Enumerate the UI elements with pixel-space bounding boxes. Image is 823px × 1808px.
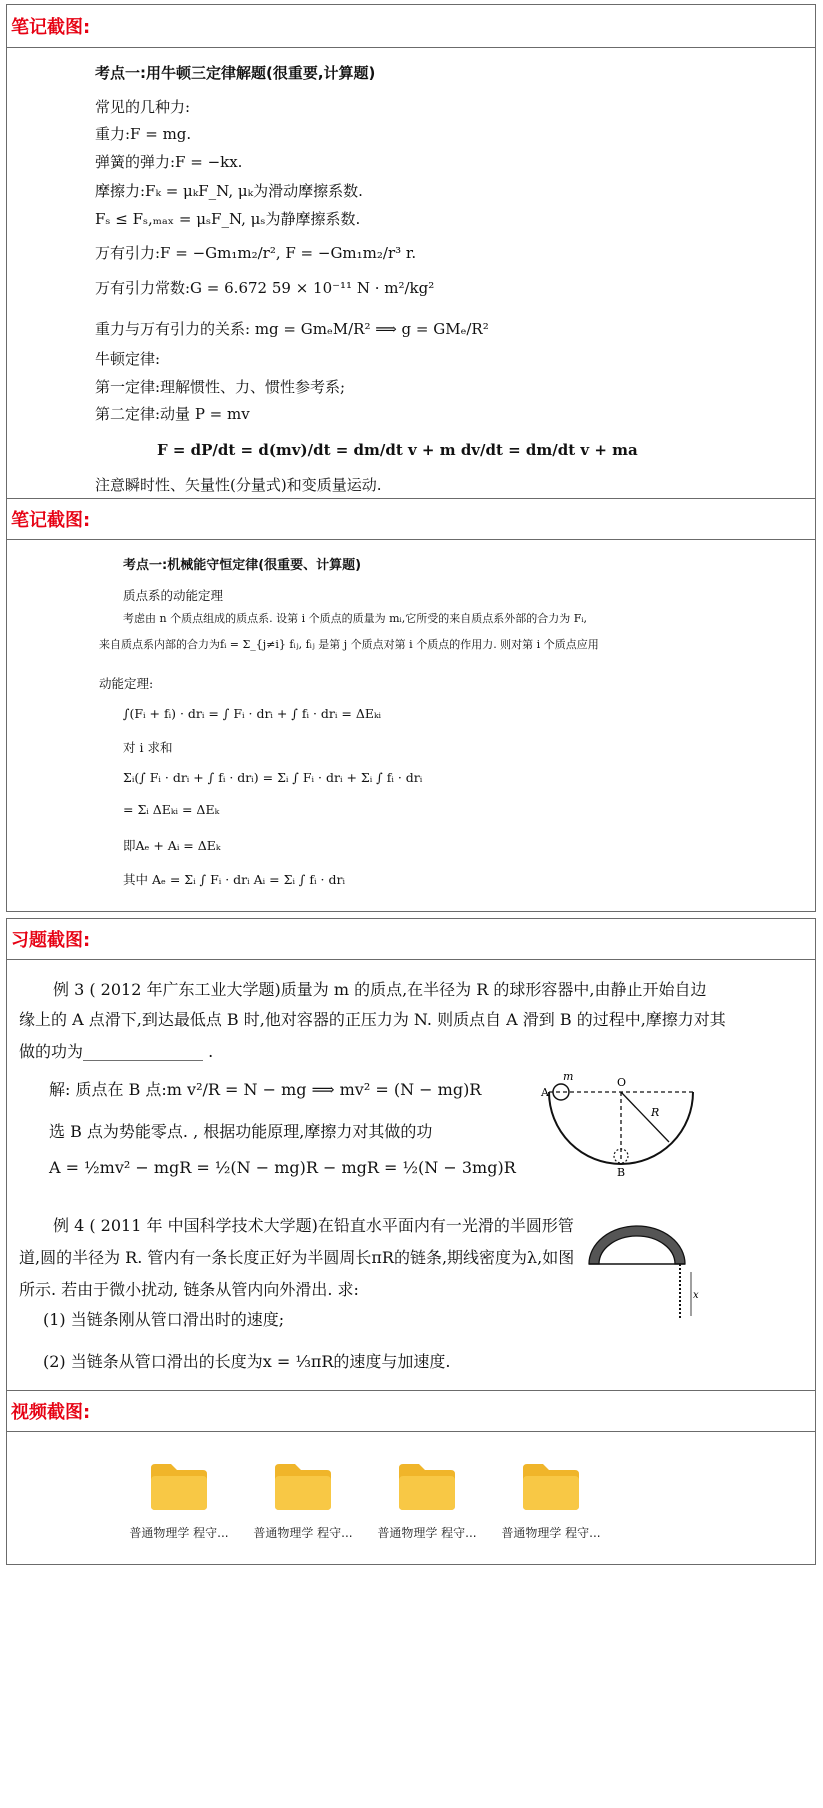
ex4-line: 例 4 ( 2011 年 中国科学技术大学题)在铅直水平面内有一光滑的半圆形管 xyxy=(53,1216,574,1235)
note1-line: 重力:F = mg. xyxy=(95,125,192,143)
note2-line: Σᵢ(∫ Fᵢ · drᵢ + ∫ fᵢ · drᵢ) = Σᵢ ∫ Fᵢ · drᵢ + Σᵢ ∫ fᵢ · drᵢ xyxy=(123,770,423,785)
ex4-question: (2) 当链条从管口滑出的长度为x = ⅓πR的速度与加速度. xyxy=(43,1352,451,1371)
note1-line: F = dP/dt = d(mv)/dt = dm/dt v + m dv/dt = dm/dt v + ma xyxy=(157,441,638,459)
note2-line: 来自质点系内部的合力为fᵢ = Σ_{j≠i} fᵢⱼ, fᵢⱼ 是第 j 个质点对第 i 个质点的作用力. 则对第 i 个质点应用 xyxy=(99,638,599,651)
fig1-label: O xyxy=(617,1076,627,1089)
note1-line: 第一定律:理解惯性、力、惯性参考系; xyxy=(95,378,346,396)
folder-label: 普通物理学 程守... xyxy=(501,1526,601,1540)
note1-title: 考点一:用牛顿三定律解题(很重要,计算题) xyxy=(95,64,376,82)
note2-line: 即Aₑ + Aᵢ = ΔEₖ xyxy=(123,838,221,853)
note1-line: 摩擦力:Fₖ = μₖF_N, μₖ为滑动摩擦系数. xyxy=(95,182,363,200)
note1-line: 弹簧的弹力:F = −kx. xyxy=(95,153,243,171)
video-section-header xyxy=(6,1390,816,1432)
notes-header-label: 笔记截图: xyxy=(11,510,91,531)
note1-line: 万有引力:F = −Gm₁m₂/r², F = −Gm₁m₂/r³ r. xyxy=(95,244,417,262)
folder-label: 普通物理学 程守... xyxy=(253,1526,353,1540)
note1-line: 牛顿定律: xyxy=(95,350,161,368)
ex3-line: 缘上的 A 点滑下,到达最低点 B 时,他对容器的正压力为 N. 则质点自 A 滑到 B 的过程中,摩擦力对其 xyxy=(19,1010,726,1029)
semicircle-tube-figure xyxy=(581,1222,701,1322)
fig2-label: x xyxy=(693,1290,699,1301)
ex4-question: (1) 当链条刚从管口滑出时的速度; xyxy=(43,1310,285,1329)
note2-title: 考点一:机械能守恒定律(很重要、计算题) xyxy=(123,558,362,573)
solution-line: 解: 质点在 B 点:m v²/R = N − mg ⟹ mv² = (N − mg)R xyxy=(49,1080,482,1099)
ex4-line: 道,圆的半径为 R. 管内有一条长度正好为半圆周长πR的链条,期线密度为λ,如图 xyxy=(19,1248,575,1267)
ex3-line: 做的功为_______________ . xyxy=(19,1042,214,1061)
video-panel xyxy=(6,1431,816,1565)
sphere-container-figure xyxy=(539,1070,699,1180)
note1-line: 第二定律:动量 P = mv xyxy=(95,405,250,423)
folder-label: 普通物理学 程守... xyxy=(129,1526,229,1540)
note2-line: 对 i 求和 xyxy=(123,740,173,755)
exercise-section-header xyxy=(6,918,816,960)
notes-panel-2 xyxy=(6,539,816,912)
exercise-header-label: 习题截图: xyxy=(11,930,91,951)
notes-header-label: 笔记截图: xyxy=(11,17,91,38)
notes-section-header-1 xyxy=(6,4,816,48)
note2-line: = Σᵢ ΔEₖᵢ = ΔEₖ xyxy=(123,802,220,817)
note2-line: 其中 Aₑ = Σᵢ ∫ Fᵢ · drᵢ Aᵢ = Σᵢ ∫ fᵢ · drᵢ xyxy=(123,872,345,887)
note1-line: 万有引力常数:G = 6.672 59 × 10⁻¹¹ N · m²/kg² xyxy=(95,279,435,297)
note2-line: 质点系的动能定理 xyxy=(123,588,224,603)
folder-icon[interactable] xyxy=(395,1458,459,1512)
note2-line: ∫(Fᵢ + fᵢ) · drᵢ = ∫ Fᵢ · drᵢ + ∫ fᵢ · drᵢ = ΔEₖᵢ xyxy=(123,706,382,721)
note1-line: Fₛ ≤ Fₛ,ₘₐₓ = μₛF_N, μₛ为静摩擦系数. xyxy=(95,210,361,228)
note1-line: 注意瞬时性、矢量性(分量式)和变质量运动. xyxy=(95,476,382,494)
exercise-panel xyxy=(6,959,816,1391)
notes-panel-1 xyxy=(6,47,816,499)
solution-line: A = ½mv² − mgR = ½(N − mg)R − mgR = ½(N − 3mg)R xyxy=(49,1158,516,1177)
folder-icon[interactable] xyxy=(271,1458,335,1512)
ex4-line: 所示. 若由于微小扰动, 链条从管内向外滑出. 求: xyxy=(19,1280,359,1299)
fig1-label: m xyxy=(563,1070,574,1083)
note2-line: 考虑由 n 个质点组成的质点系. 设第 i 个质点的质量为 mᵢ,它所受的来自质点系外部的合力为 Fᵢ, xyxy=(123,612,588,625)
fig1-label: B xyxy=(617,1166,626,1179)
folder-icon[interactable] xyxy=(147,1458,211,1512)
folder-icon[interactable] xyxy=(519,1458,583,1512)
note1-line: 常见的几种力: xyxy=(95,98,191,116)
note2-line: 动能定理: xyxy=(99,676,154,691)
fig1-label: R xyxy=(651,1106,660,1119)
fig1-label: A xyxy=(541,1086,549,1099)
video-header-label: 视频截图: xyxy=(11,1402,91,1423)
ex3-line: 例 3 ( 2012 年广东工业大学题)质量为 m 的质点,在半径为 R 的球形容器中,由静止开始自边 xyxy=(53,980,707,999)
note1-line: 重力与万有引力的关系: mg = GmₑM/R² ⟹ g = GMₑ/R² xyxy=(95,320,489,338)
solution-line: 选 B 点为势能零点. , 根据功能原理,摩擦力对其做的功 xyxy=(49,1122,433,1141)
folder-label: 普通物理学 程守... xyxy=(377,1526,477,1540)
notes-section-header-2 xyxy=(6,498,816,540)
